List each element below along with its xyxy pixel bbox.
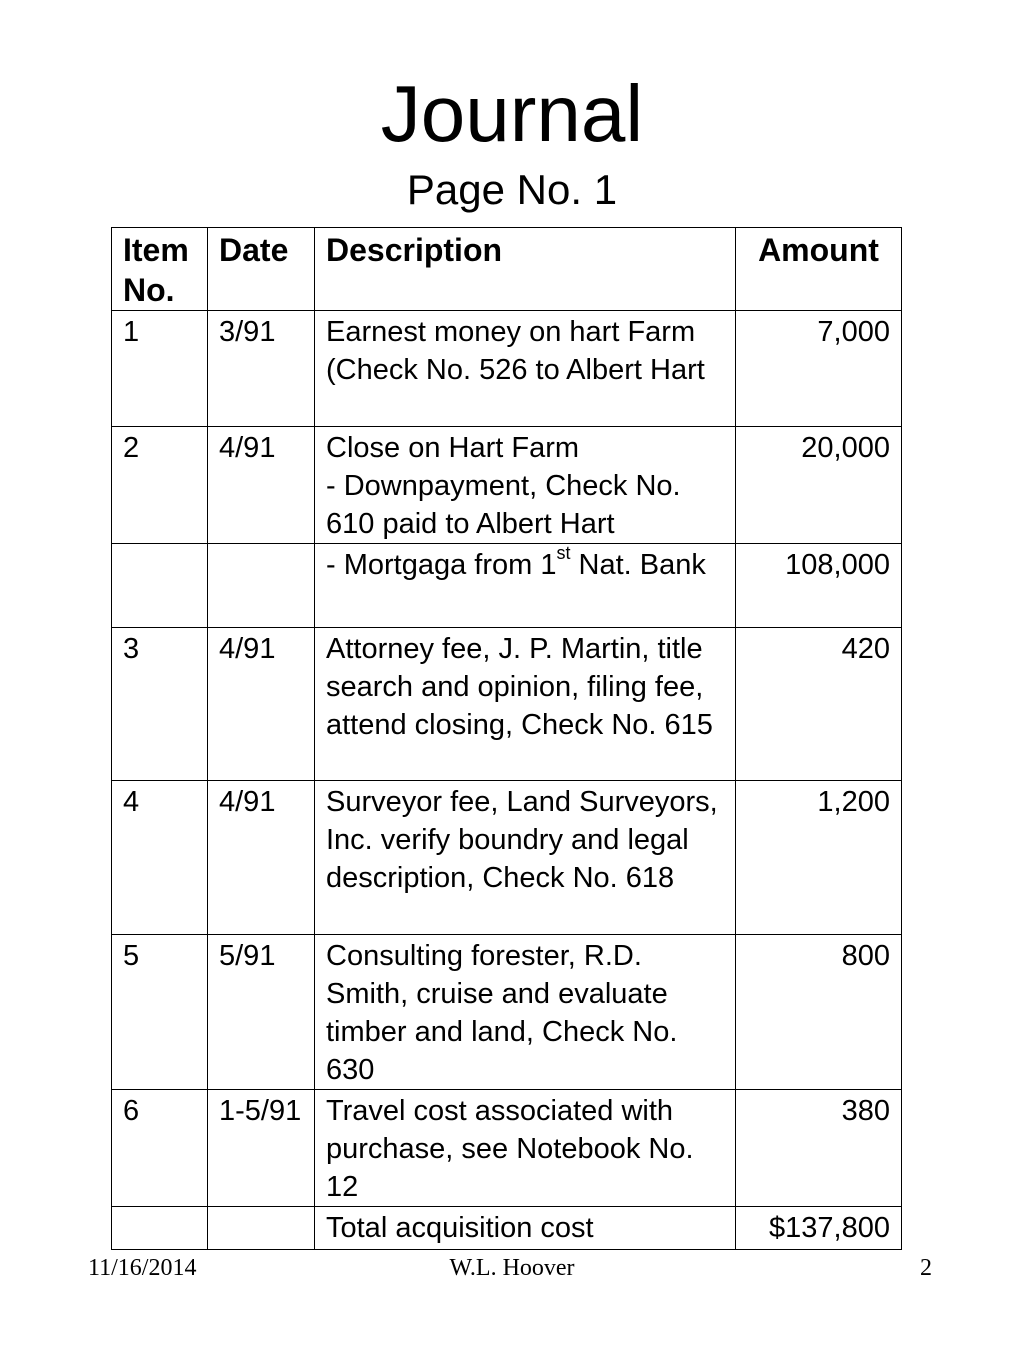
item-no-cell: 5 xyxy=(112,935,208,1090)
table-header-row xyxy=(112,228,902,311)
header-description: Description xyxy=(315,228,736,311)
table-row xyxy=(112,628,902,781)
description-line: Close on Hart Farm xyxy=(326,432,580,464)
description-cell: Consulting forester, R.D. Smith, cruise and evaluate timber and land, Check No. 630 xyxy=(315,935,736,1090)
date-cell xyxy=(208,544,315,628)
item-no-cell xyxy=(112,1207,208,1250)
item-no-cell: 4 xyxy=(112,781,208,935)
total-label-cell: Total acquisition cost xyxy=(315,1207,736,1250)
header-date: Date xyxy=(208,228,315,311)
journal-table xyxy=(111,227,902,1250)
footer-author: W.L. Hoover xyxy=(449,1255,575,1281)
table-row xyxy=(112,427,902,544)
amount-cell: 1,200 xyxy=(736,781,902,935)
table-row xyxy=(112,544,902,628)
date-cell: 5/91 xyxy=(208,935,315,1090)
ordinal-suffix: st xyxy=(556,543,571,564)
table-row xyxy=(112,935,902,1090)
page-subtitle: Page No. 1 xyxy=(406,166,618,213)
item-no-cell: 1 xyxy=(112,311,208,427)
date-cell: 4/91 xyxy=(208,427,315,544)
footer-date: 11/16/2014 xyxy=(88,1255,197,1281)
table-row xyxy=(112,311,902,427)
description-cell: Surveyor fee, Land Surveyors, Inc. verify boundry and legal description, Check No. 618 xyxy=(315,781,736,935)
header-amount: Amount xyxy=(736,228,902,311)
description-line: - Downpayment, Check No. 610 paid to Albert Hart xyxy=(326,470,681,540)
date-cell: 4/91 xyxy=(208,628,315,781)
description-text: Nat. Bank xyxy=(570,549,706,581)
header-item-no: Item No. xyxy=(112,228,208,311)
amount-cell: 108,000 xyxy=(736,544,902,628)
description-cell xyxy=(315,427,736,544)
amount-cell: 20,000 xyxy=(736,427,902,544)
description-cell: Earnest money on hart Farm (Check No. 526 to Albert Hart xyxy=(315,311,736,427)
item-no-cell: 3 xyxy=(112,628,208,781)
footer-page-number: 2 xyxy=(920,1255,932,1281)
item-no-cell: 2 xyxy=(112,427,208,544)
amount-cell: 7,000 xyxy=(736,311,902,427)
date-cell: 1-5/91 xyxy=(208,1090,315,1207)
table-row xyxy=(112,1090,902,1207)
table-row xyxy=(112,781,902,935)
item-no-cell xyxy=(112,544,208,628)
date-cell: 3/91 xyxy=(208,311,315,427)
item-no-cell: 6 xyxy=(112,1090,208,1207)
description-cell: Attorney fee, J. P. Martin, title search and opinion, filing fee, attend closing, Check No. 615 xyxy=(315,628,736,781)
page-title: Journal xyxy=(380,69,644,158)
description-cell: Travel cost associated with purchase, see Notebook No. 12 xyxy=(315,1090,736,1207)
total-row xyxy=(112,1207,902,1250)
description-text: - Mortgaga from 1 xyxy=(326,549,557,581)
amount-cell: 420 xyxy=(736,628,902,781)
date-cell: 4/91 xyxy=(208,781,315,935)
total-amount-cell: $137,800 xyxy=(736,1207,902,1250)
description-cell xyxy=(315,544,736,628)
amount-cell: 380 xyxy=(736,1090,902,1207)
amount-cell: 800 xyxy=(736,935,902,1090)
date-cell xyxy=(208,1207,315,1250)
